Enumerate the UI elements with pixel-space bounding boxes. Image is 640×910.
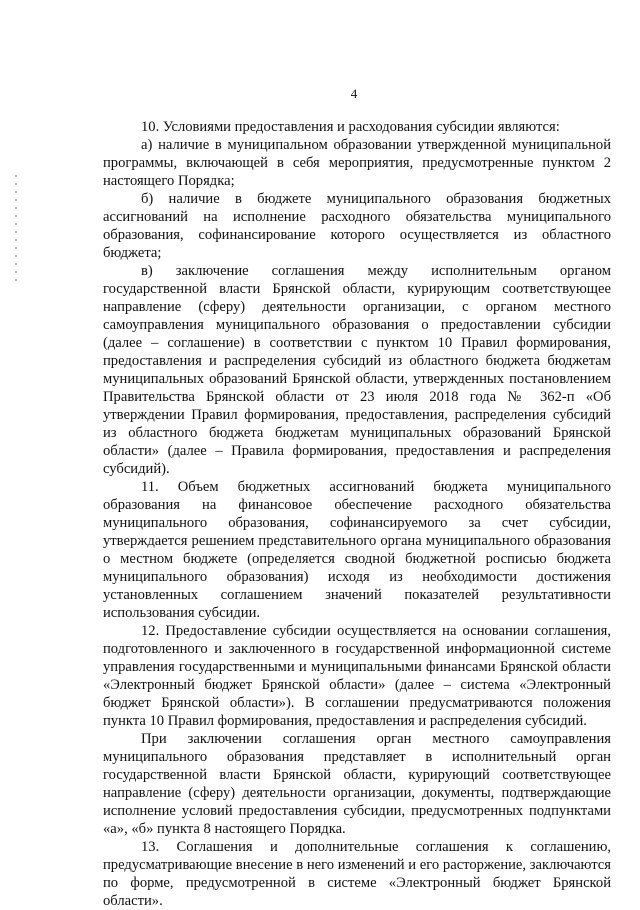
paragraph-12-continued: При заключении соглашения орган местного самоуправления муниципального образования представляет в исполнительный орган государственной власти Брянской области, курирующий соответствующее направление (сферу) деятельности организации, документы, подтверждающие исполнение условий предоставления субсидии, предусмотренных подпунктами «а», «б» пункта 8 настоящего Порядка.	[103, 731, 611, 837]
page-number: 4	[350, 86, 358, 101]
paragraph-11: 11. Объем бюджетных ассигнований бюджета муниципального образования на финансовое обеспечение расходного обязательства муниципального образования, софинансируемого за счет субсидии, утверждается решением представительного органа муниципального образования о местном бюджете (определяется сводной бюджетной росписью бюджета муниципального образования) исходя из необходимости достижения установленных соглашением значений показателей результативности использования субсидии.	[103, 479, 611, 621]
paragraph-12: 12. Предоставление субсидии осуществляется на основании соглашения, подготовленного и заключенного в государственной информационной системе управления государственными и муниципальными финансами Брянской области «Электронный бюджет Брянской области» (далее – система «Электронный бюджет Брянской области»). В соглашении предусматриваются положения пункта 10 Правил формирования, предоставления и распределения субсидий.	[103, 623, 611, 729]
paragraph-10-heading: 10. Условиями предоставления и расходования субсидии являются:	[141, 119, 560, 135]
paragraph-10-a: а) наличие в муниципальном образовании утвержденной муниципальной программы, включающей в себя мероприятия, предусмотренные пунктом 2 настоящего Порядка;	[103, 137, 611, 189]
paragraph-13: 13. Соглашения и дополнительные соглашения к соглашению, предусматривающие внесение в него изменений и его расторжение, заключаются по форме, предусмотренной в системе «Электронный бюджет Брянской области».	[103, 839, 611, 909]
scan-margin-marks	[12, 175, 20, 295]
paragraph-10-b: б) наличие в бюджете муниципального образования бюджетных ассигнований на исполнение расходного обязательства муниципального образования, софинансирование которого осуществляется из областного бюджета;	[103, 191, 611, 261]
document-body	[103, 118, 611, 910]
paragraph-10-v: в) заключение соглашения между исполнительным органом государственной власти Брянской области, курирующим соответствующее направление (сферу) деятельности организации, с органом местного самоуправления муниципального образования о предоставлении субсидии (далее – соглашение) в соответствии с пунктом 10 Правил формирования, предоставления и распределения субсидий из областного бюджета бюджетам муниципальных образований Брянской области, утвержденных постановлением Правительства Брянской области от 23 июля 2018 года № 362-п «Об утверждении Правил формирования, предоставления, распределения субсидий из областного бюджета бюджетам муниципальных образований Брянской области» (далее – Правила формирования, предоставления и распределения субсидий).	[103, 263, 611, 477]
